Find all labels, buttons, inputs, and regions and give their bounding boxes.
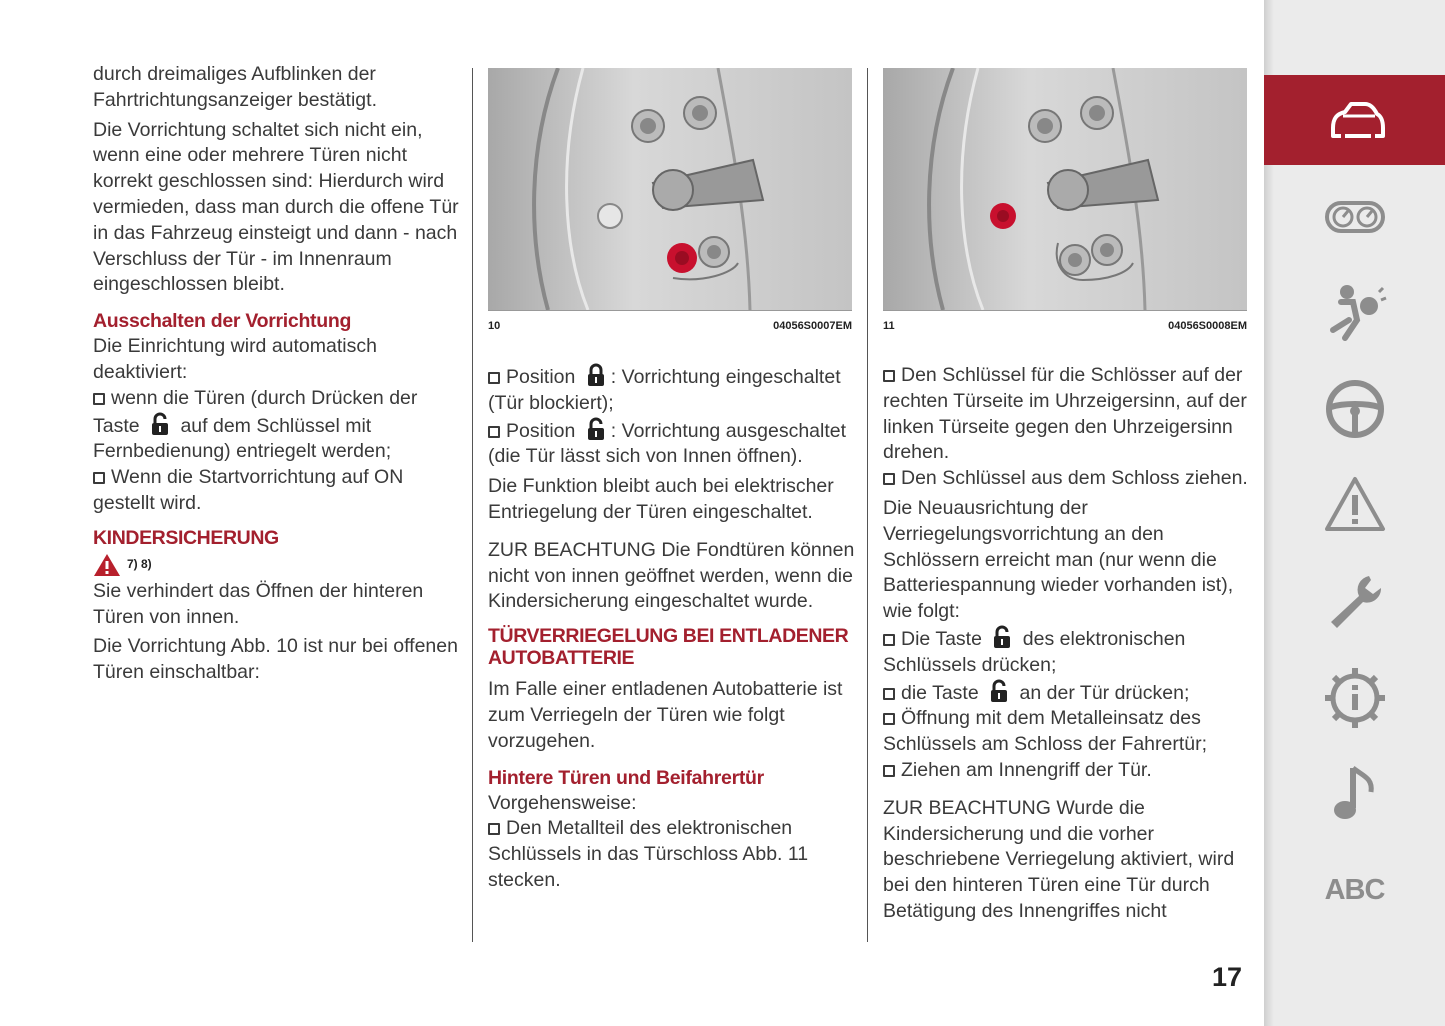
unlock-icon	[991, 625, 1013, 649]
bullet-icon	[883, 634, 895, 646]
realign-list: Die Neuausrichtung der Verriegelungsvorrichtung an den Schlössern erreicht man (nur wenn die Batteriespannung wieder vorhanden ist), wie folgt: Die Taste des elektronischen Schlüssels drücken; die Taste an der Tür drücken; Öffnung mit dem Metalleinsatz des Schlüssels am Schloss der Fahrertür; Ziehen am Innengriff der Tür.	[883, 496, 1234, 781]
sidebar-item-dashboard[interactable]	[1264, 172, 1445, 262]
bullet-icon	[488, 823, 500, 835]
procedure-list: Vorgehensweise: Den Metallteil des elektronischen Schlüssels in das Türschloss Abb. 11 stecken.	[488, 791, 809, 891]
dashboard-icon	[1323, 185, 1387, 249]
child-paragraph-2: Die Vorrichtung Abb. 10 ist nur bei offenen Türen einschaltbar:	[93, 635, 458, 684]
column-2	[488, 363, 858, 898]
gear-info-icon	[1323, 666, 1387, 730]
figure-11-caption: 11 04056S0008EM	[883, 320, 1247, 332]
deactivate-list: Die Einrichtung wird automatisch deaktiviert: wenn die Türen (durch Drücken der Taste auf dem Schlüssel mit Fernbedienung) entriegelt werden; Wenn die Startvorrichtung auf ON gestellt wird.	[93, 335, 418, 514]
airbag-person-icon	[1323, 280, 1387, 344]
heading-child-lock: KINDERSICHERUNG	[93, 526, 279, 549]
battery-paragraph: Im Falle einer entladenen Autobatterie ist zum Verriegeln der Türen wie folgt vorzugehen.	[488, 678, 843, 752]
wrench-icon	[1323, 570, 1387, 634]
intro-paragraph-1: durch dreimaliges Aufblinken der Fahrtrichtungsanzeiger bestätigt.	[93, 63, 377, 111]
door-lock-illustration	[883, 68, 1247, 310]
note-paragraph: ZUR BEACHTUNG Die Fondtüren können nicht von innen geöffnet werden, wenn die Kindersicherung eingeschaltet wurde.	[488, 538, 855, 613]
intro-paragraph-2: Die Vorrichtung schaltet sich nicht ein, wenn eine oder mehrere Türen nicht korrekt geschlossen sind: Hierdurch wird vermieden, dass man durch die offene Tür in das Fahrzeug einsteigt und dann - nach Verschluss der Tür - im Innenraum eingeschlossen bleibt.	[93, 118, 459, 296]
bullet-icon	[488, 426, 500, 438]
function-paragraph: Die Funktion bleibt auch bei elektrischer Entriegelung der Türen eingeschaltet.	[488, 475, 834, 523]
page-number: 17	[1212, 962, 1243, 992]
sidebar-item-maintenance[interactable]	[1264, 557, 1445, 647]
column-divider	[867, 68, 868, 942]
sidebar-item-technical-data[interactable]	[1264, 653, 1445, 743]
bullet-icon	[883, 473, 895, 485]
bullet-icon	[883, 370, 895, 382]
unlock-icon	[988, 679, 1010, 703]
music-note-icon	[1323, 762, 1387, 826]
bullet-icon	[883, 688, 895, 700]
bullet-icon	[93, 393, 105, 405]
lock-closed-icon	[585, 363, 607, 387]
bullet-icon	[883, 713, 895, 725]
sidebar-item-car[interactable]	[1264, 75, 1445, 165]
note-paragraph: ZUR BEACHTUNG Wurde die Kindersicherung und die vorher beschriebene Verriegelung aktiviert, wird bei den hinteren Türen eine Tür durch Betätigung des Innengriffes nicht	[883, 796, 1235, 922]
sidebar-item-index[interactable]	[1264, 845, 1445, 935]
bullet-icon	[488, 372, 500, 384]
position-list: Position : Vorrichtung eingeschaltet (Tür blockiert); Position : Vorrichtung ausgeschaltet (die Tür lässt sich von Innen öffnen).	[488, 363, 858, 470]
sidebar-item-warnings[interactable]	[1264, 460, 1445, 550]
figure-10-caption: 10 04056S0007EM	[488, 320, 852, 332]
heading-rear-doors: Hintere Türen und Beifahrertür	[488, 766, 764, 789]
child-paragraph-1: Sie verhindert das Öffnen der hinteren Türen von innen.	[93, 579, 424, 628]
key-steps: Den Schlüssel für die Schlösser auf der rechten Türseite im Uhrzeigersinn, auf der linken Türseite gegen den Uhrzeigersinn drehen. Den Schlüssel aus dem Schloss ziehen.	[883, 364, 1248, 490]
unlock-icon	[149, 412, 171, 436]
warning-triangle-icon	[1323, 473, 1387, 537]
sidebar-item-steering[interactable]	[1264, 364, 1445, 454]
warning-triangle-icon	[93, 553, 121, 577]
column-divider	[472, 68, 473, 942]
sidebar-item-safety[interactable]	[1264, 267, 1445, 357]
car-icon	[1323, 88, 1387, 152]
abc-label: ABC	[1324, 873, 1385, 906]
lock-open-icon	[585, 417, 607, 441]
steering-wheel-icon	[1323, 377, 1387, 441]
door-child-lock-illustration	[488, 68, 852, 310]
bullet-icon	[883, 765, 895, 777]
heading-deactivate: Ausschalten der Vorrichtung	[93, 310, 352, 333]
warning-reference: 7) 8)	[93, 551, 465, 579]
chapter-sidebar	[1264, 0, 1445, 1026]
bullet-icon	[93, 472, 105, 484]
heading-battery: TÜRVERRIEGELUNG BEI ENTLADENER AUTOBATTERIE	[488, 625, 849, 670]
figure-11-door-lock	[883, 68, 1247, 311]
figure-10-door-lock	[488, 68, 852, 311]
column-1	[93, 62, 465, 690]
sidebar-item-multimedia[interactable]	[1264, 749, 1445, 839]
column-3	[883, 363, 1253, 929]
